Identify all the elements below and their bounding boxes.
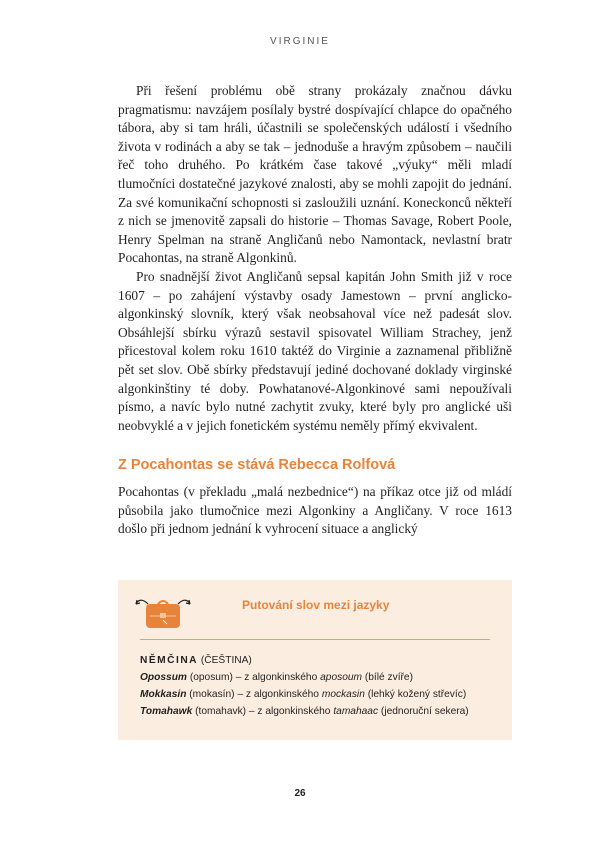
box-divider	[140, 639, 490, 640]
entry-prefix: – z algonkinského	[248, 706, 331, 717]
sidebar-box	[118, 580, 512, 740]
box-title: Putování slov mezi jazyky	[242, 598, 390, 612]
entry-meaning: (jednoruční sekera)	[380, 706, 469, 717]
list-item	[140, 703, 500, 720]
entry-pronunciation: (tomahavk)	[195, 706, 247, 717]
paragraph-1: Při řešení problému obě strany prokázaly značnou dávku pragmatismu: navzájem posílaly bystré dospívající chlapce do opačného tábora, aby si tam hráli, účastnili se společenských událostí i všedního života v rodinách a aby se tak – jednoduše a hravým způsobem – naučili řeč toho druhého. Po krátkém čase takové „výuky“ měli mladí tlumočníci dostatečné jazykové znalosti, aby se mohli zapojit do jednání. Za své komunikační schopnosti si zasloužili uznání. Koneckonců někteří z nich se jmenovitě zapsali do historie – Thomas Savage, Robert Poole, Henry Spelman na straně Angličanů nebo Namontack, nevlastní bratr Pocahontas, na straně Algonkinů.	[118, 83, 512, 266]
list-item	[140, 686, 500, 703]
entry-prefix: – z algonkinského	[237, 689, 319, 700]
entry-pronunciation: (mokasín)	[189, 689, 235, 700]
entry-source: tamahaac	[333, 706, 379, 717]
language-note: (ČEŠTINA)	[200, 655, 252, 666]
suitcase-with-arrows-icon	[134, 590, 192, 634]
entry-prefix: – z algonkinského	[235, 672, 318, 683]
entry-source: aposoum	[320, 672, 363, 683]
entry-word: Tomahawk	[140, 706, 193, 717]
word-list	[140, 652, 500, 720]
entry-pronunciation: (oposum)	[189, 672, 233, 683]
entry-meaning: (lehký kožený střevíc)	[367, 689, 467, 700]
entry-word: Mokkasin	[140, 689, 187, 700]
entry-word: Opossum	[140, 672, 187, 683]
section-heading: Z Pocahontas se stává Rebecca Rolfová	[118, 457, 396, 474]
paragraph-2: Pro snadnější život Angličanů sepsal kapitán John Smith již v roce 1607 – po zahájení výstavby osady Jamestown – první anglicko-algonkinský slovník, který však neobsahoval více než padesát slov. Obsáhlejší sbírku výrazů sestavil spisovatel William Strachey, jenž přicestoval kolem roku 1610 taktéž do Virginie a zaznamenal přibližně pět set slov. Obě sbírky představují jediné dochované doklady virginské algonkinštiny té doby. Powhatanové-Algonkinové sami nepoužívali písmo, a navíc bylo nutné zachytit zvuky, které byly pro anglické uši neobvyklé a v jejich fonetickém systému neměly přímý ekvivalent.	[118, 268, 512, 433]
page-number: 26	[294, 788, 306, 799]
entry-meaning: (bílé zvíře)	[364, 672, 413, 683]
list-item	[140, 669, 500, 686]
language-name: NĚMČINA	[140, 655, 199, 666]
running-head: VIRGINIE	[270, 36, 330, 47]
body-text	[118, 82, 512, 539]
section-paragraph: Pocahontas (v překladu „malá nezbednice“) na příkaz otce již od mládí působila jako tlumočnice mezi Algonkiny a Angličany. V roce 1613 došlo při jednom jednání k vyhrocení situace a anglický	[118, 484, 512, 537]
language-line	[140, 652, 500, 669]
entry-source: mockasin	[321, 689, 365, 700]
